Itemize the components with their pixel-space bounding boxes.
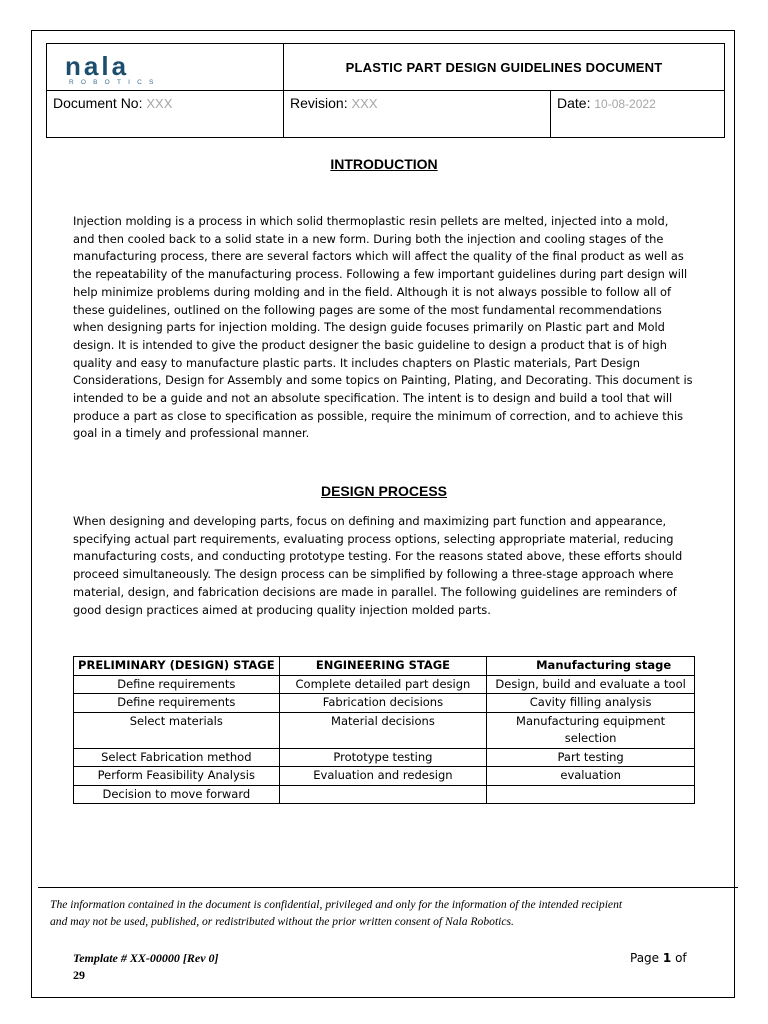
table-cell: Fabrication decisions (279, 694, 487, 713)
table-cell: Cavity filling analysis (487, 694, 695, 713)
paragraph-line: the repeatability of the manufacturing process. Following a few important guidelines during part design will (73, 267, 688, 282)
table-row (74, 675, 695, 694)
document-number-cell (47, 91, 284, 138)
stages-table (73, 656, 695, 804)
table-row (74, 694, 695, 713)
table-cell: Design, build and evaluate a tool (487, 675, 695, 694)
table-cell: evaluation (487, 767, 695, 786)
paragraph-line: goal in a timely and professional manner. (73, 426, 310, 441)
footer-divider (38, 887, 738, 888)
document-number-label: Document No: (53, 95, 143, 111)
paragraph-line: design. It is intended to give the product designer the basic guideline to design a product that is of high (73, 337, 667, 352)
paragraph-line: manufacturing process, there are several factors which will affect the quality of the final product as well as (73, 249, 684, 264)
paragraph-line: material, design, and fabrication decisions are made in parallel. The following guidelines are reminders of (73, 584, 677, 599)
paragraph-line: and then cooled back to a solid state in a new form. During both the injection and cooling stages of the (73, 231, 664, 246)
table-cell: Evaluation and redesign (279, 767, 487, 786)
paragraph-line: proceed simultaneously. The design process can be simplified by following a three-stage approach where (73, 567, 674, 582)
revision-label: Revision: (290, 95, 348, 111)
introduction-heading: INTRODUCTION (330, 156, 438, 172)
design-process-heading: DESIGN PROCESS (320, 483, 448, 499)
paragraph-line: quality and easy to manufacture plastic parts. It includes chapters on Plastic materials, Part Design (73, 355, 640, 370)
table-cell (279, 785, 487, 804)
document-header (46, 43, 725, 138)
table-row (74, 712, 695, 748)
table-cell: Manufacturing equipment selection (487, 712, 695, 748)
logo-cell (47, 44, 284, 91)
revision-cell (284, 91, 551, 138)
nala-robotics-logo (63, 53, 213, 85)
page-label: Page (630, 951, 660, 965)
header-preliminary-stage: PRELIMINARY (DESIGN) STAGE (74, 657, 280, 676)
paragraph-line: Considerations, Design for Assembly and some topics on Painting, Plating, and Decorating. This document is (73, 373, 693, 388)
paragraph-line: specifying actual part requirements, evaluating process options, selecting appropriate material, reducing (73, 531, 674, 546)
table-cell: Part testing (487, 748, 695, 767)
design-process-paragraph (73, 513, 696, 619)
header-engineering-stage: ENGINEERING STAGE (279, 657, 487, 676)
page-of-label: of (675, 951, 687, 965)
table-cell: Prototype testing (279, 748, 487, 767)
stages-table-header-row (74, 657, 695, 676)
paragraph-line: When designing and developing parts, focus on defining and maximizing part function and appearance, (73, 514, 667, 528)
table-row (74, 785, 695, 804)
page-current: 1 (662, 951, 672, 965)
table-row (74, 767, 695, 786)
date-value: 10-08-2022 (594, 97, 656, 111)
svg-text:nala: nala (65, 53, 130, 81)
date-label: Date: (557, 95, 591, 111)
paragraph-line: good design practices aimed at producing quality injection molded parts. (73, 602, 491, 617)
paragraph-line: these guidelines, outlined on the following pages are some of the most fundamental recommendations (73, 302, 662, 317)
revision-value: XXX (351, 96, 378, 111)
paragraph-line: help minimize problems during molding and in the field. Although it is not always possible to follow all of (73, 284, 672, 299)
paragraph-line: Injection molding is a process in which solid thermoplastic resin pellets are melted, injected into a mold, (73, 214, 669, 228)
paragraph-line: produce a part as close to specification as possible, require the minimum of correction, and to achieve this (73, 408, 684, 423)
table-row (74, 748, 695, 767)
disclaimer-line: and may not be used, published, or redistributed without the prior written consent of Nala Robotics. (50, 915, 514, 928)
document-title: PLASTIC PART DESIGN GUIDELINES DOCUMENT (284, 44, 725, 91)
paragraph-line: intended to be a guide and not an absolute specification. The intent is to design and build a tool that will (73, 391, 673, 406)
table-cell: Complete detailed part design (279, 675, 487, 694)
confidentiality-disclaimer (50, 896, 710, 930)
table-cell: Define requirements (74, 675, 280, 694)
table-cell: Select materials (74, 712, 280, 748)
date-cell (551, 91, 725, 138)
template-number: Template # XX-00000 [Rev 0] (73, 951, 219, 965)
table-cell: Material decisions (279, 712, 487, 748)
table-cell: Select Fabrication method (74, 748, 280, 767)
page-total: 29 (73, 968, 85, 982)
svg-text:ROBOTICS: ROBOTICS (69, 79, 161, 85)
table-cell: Decision to move forward (74, 785, 280, 804)
table-cell: Define requirements (74, 694, 280, 713)
document-number-value: XXX (146, 96, 173, 111)
introduction-paragraph (73, 213, 696, 443)
table-cell: Perform Feasibility Analysis (74, 767, 280, 786)
table-cell (487, 785, 695, 804)
page-number (630, 950, 687, 967)
header-manufacturing-stage: Manufacturing stage (487, 657, 695, 676)
disclaimer-line: The information contained in the document is confidential, privileged and only for the information of the intended recipient (50, 898, 623, 911)
paragraph-line: when designing parts for injection molding. The design guide focuses primarily on Plastic part and Mold (73, 320, 665, 335)
paragraph-line: manufacturing costs, and conducting prototype testing. For the reasons stated above, these efforts should (73, 549, 683, 564)
